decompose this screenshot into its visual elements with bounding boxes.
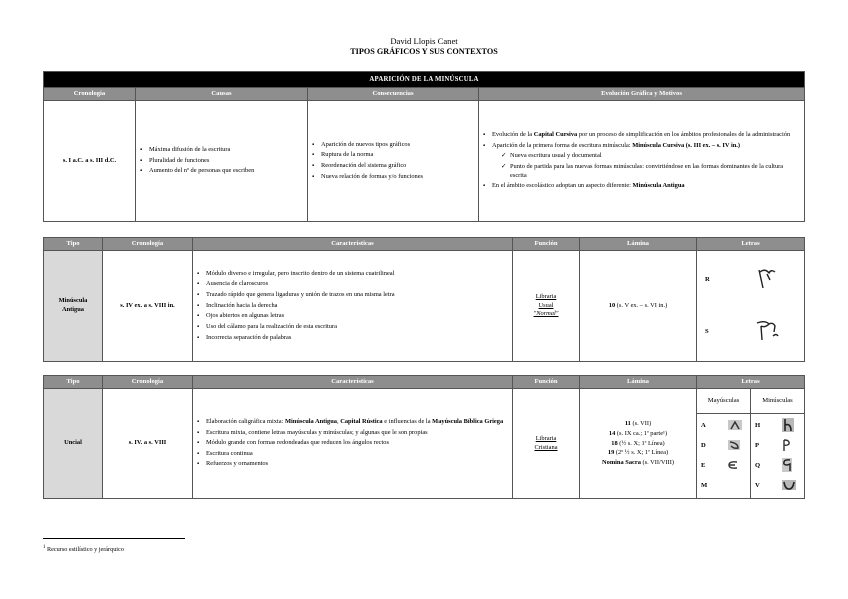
caracteristica-item: ▪ Escritura continua [206, 450, 509, 459]
funcion-link[interactable]: Libraria [535, 434, 557, 442]
letter-label: V [755, 482, 760, 489]
evolucion-item: ▪ Aparición de la primera forma de escritura minúscula: Minúscula Cursiva (s. III ex. – s. IV in.) ✓ Nueva escritura usual y documental ✓ Punto de partida para las nuevas formas minúsculas: convirtiéndose en las formas dominantes de la cultura escrita [492, 142, 801, 181]
lamina-cell: 10 (s. V ex. – s. VI in.) [580, 251, 697, 362]
uncial-table [43, 375, 805, 499]
lamina-entry: Nomina Sacra (s. VII/VIII) [602, 458, 674, 466]
letras-cell [697, 251, 805, 362]
aparicion-table [43, 71, 805, 222]
causa-item: ▪ Máxima difusión de la escritura [149, 146, 304, 155]
col-causas: Causas [136, 88, 308, 101]
caracteristica-item: ▪ Módulo diverso e irregular, pero inscrito dentro de un sistema cuatrilineal [206, 270, 509, 279]
letter-s-image [751, 306, 802, 358]
col-funcion: Función [513, 238, 580, 251]
letter-r-image [751, 254, 802, 306]
caracteristica-item: ▪ Incorrecta separación de palabras [206, 334, 509, 343]
col-caracteristicas: Características [193, 238, 513, 251]
col-letras: Letras [697, 376, 805, 389]
uncial-h-glyph-icon [782, 418, 794, 432]
caracteristica-item: ▪ Escritura mixta, contiene letras mayúsculas y minúsculas; y algunas que le son propias [206, 429, 509, 438]
letras-cell [697, 389, 805, 499]
lamina-entry: 18 (½ s. X; 1ª Línea) [611, 439, 665, 447]
causa-item: ▪ Pluralidad de funciones [149, 157, 304, 166]
caracteristica-item: ▪ Uso del cálamo para la realización de esta escritura [206, 323, 509, 332]
col-lamina: Lámina [580, 238, 697, 251]
caracteristica-item: ▪ Módulo grande con formas redondeadas que reducen los ángulos rectos [206, 439, 509, 448]
col-consecuencias: Consecuencias [308, 88, 479, 101]
funcion-link[interactable]: Cristiana [534, 443, 558, 451]
mayusculas-list [697, 414, 751, 499]
document-title: TIPOS GRÁFICOS Y SUS CONTEXTOS [350, 47, 498, 56]
caracteristica-item: ▪ Trazado rápido que genera ligaduras y unión de trazos en una misma letra [206, 291, 509, 300]
caracteristica-item: ▪ Elaboración caligráfica mixta: Minúscula Antigua, Capital Rústica e influencias de la Mayúscula Bíblica Griega [206, 418, 509, 427]
evolucion-cell [479, 101, 805, 222]
uncial-p-glyph-icon [781, 438, 791, 452]
causas-cell [136, 101, 308, 222]
col-caracteristicas: Características [193, 376, 513, 389]
letter-s-glyph-icon [751, 318, 781, 342]
consecuencia-item: ▪ Nueva relación de formas y/o funciones [321, 173, 475, 182]
funcion-link[interactable]: Libraria [535, 293, 557, 301]
consecuencia-item: ▪ Reordenación del sistema gráfico [321, 162, 475, 171]
col-letras: Letras [697, 238, 805, 251]
uncial-q-glyph-icon [782, 458, 792, 472]
uncial-e-glyph-icon [727, 460, 739, 470]
aparicion-band-title: APARICIÓN DE LA MINÚSCULA [44, 72, 805, 88]
caracteristicas-cell [193, 251, 513, 362]
col-lamina: Lámina [580, 376, 697, 389]
consecuencia-item: ▪ Aparición de nuevos tipos gráficos [321, 141, 475, 150]
col-evolucion: Evolución Gráfica y Motivos [479, 88, 805, 101]
evolucion-item: ▪ En el ámbito escolástico adoptan un aspecto diferente: Minúscula Antigua [492, 182, 801, 191]
evolucion-item: ▪ Evolución de la Capital Cursiva por un proceso de simplificación en los ámbitos profesionales de la administración [492, 131, 801, 140]
col-funcion: Función [513, 376, 580, 389]
uncial-a-glyph-icon [728, 420, 742, 430]
antigua-table [43, 237, 805, 362]
causa-item: ▪ Aumento del nº de personas que escriben [149, 167, 304, 176]
author-name: David Llopis Canet [390, 36, 458, 46]
uncial-cronologia: s. IV. a s. VIII [103, 389, 193, 499]
letter-label: H [755, 422, 761, 429]
footnote: $^1$ Recurso estilístico y jerárquico [43, 545, 124, 554]
letter-label: A [701, 422, 706, 429]
mayusculas-header: Mayúsculas [697, 389, 751, 414]
check-item: ✓ Nueva escritura usual y documental [510, 152, 801, 161]
minusculas-header: Minúsculas [751, 389, 805, 414]
funcion-cell [513, 389, 580, 499]
footnote-divider [43, 538, 185, 539]
tipo-label: Uncial [44, 389, 103, 499]
funcion-link[interactable]: "Normal" [533, 310, 559, 318]
uncial-v-glyph-icon [782, 480, 796, 490]
funcion-cell [513, 251, 580, 362]
consecuencias-cell [308, 101, 479, 222]
letter-label: S [705, 327, 709, 335]
letter-label: P [755, 442, 760, 449]
letter-label: R [705, 275, 710, 283]
letter-label: Q [755, 462, 761, 469]
check-item: ✓ Punto de partida para las nuevas formas minúsculas: convirtiéndose en las formas dominantes de la cultura escrita [510, 163, 801, 180]
caracteristica-item: ▪ Refuerzos y ornamentos [206, 460, 509, 469]
letter-label: D [701, 442, 706, 449]
lamina-entry: 19 (2º ½ s. X; 1ª Línea) [607, 449, 669, 457]
tipo-label: Minúscula Antigua [44, 251, 103, 362]
caracteristica-item: ▪ Inclinación hacia la derecha [206, 302, 509, 311]
col-cronologia: Cronología [103, 376, 193, 389]
lamina-cell [580, 389, 697, 499]
uncial-d-glyph-icon [728, 440, 740, 450]
aparicion-cronologia: s. I a.C. a s. III d.C. [44, 101, 136, 222]
funcion-link[interactable]: Usual [538, 301, 554, 309]
col-cronologia: Cronología [44, 88, 136, 101]
letter-r-glyph-icon [751, 266, 779, 290]
caracteristica-item: ▪ Ojos abiertos en algunas letras [206, 312, 509, 321]
caracteristica-item: ▪ Ausencia de claroscuros [206, 280, 509, 289]
consecuencia-item: ▪ Ruptura de la norma [321, 151, 475, 160]
minusculas-list [751, 414, 805, 499]
letter-label: E [701, 462, 706, 469]
letter-label: M [701, 482, 708, 489]
col-tipo: Tipo [44, 238, 103, 251]
col-tipo: Tipo [44, 376, 103, 389]
antigua-cronologia: s. IV ex. a s. VIII in. [103, 251, 193, 362]
col-cronologia: Cronología [103, 238, 193, 251]
lamina-entry: 11 (s. VII) [624, 420, 652, 428]
lamina-entry: 14 (s. IX ca.; 1ª parte¹) [608, 430, 668, 438]
caracteristicas-cell [193, 389, 513, 499]
